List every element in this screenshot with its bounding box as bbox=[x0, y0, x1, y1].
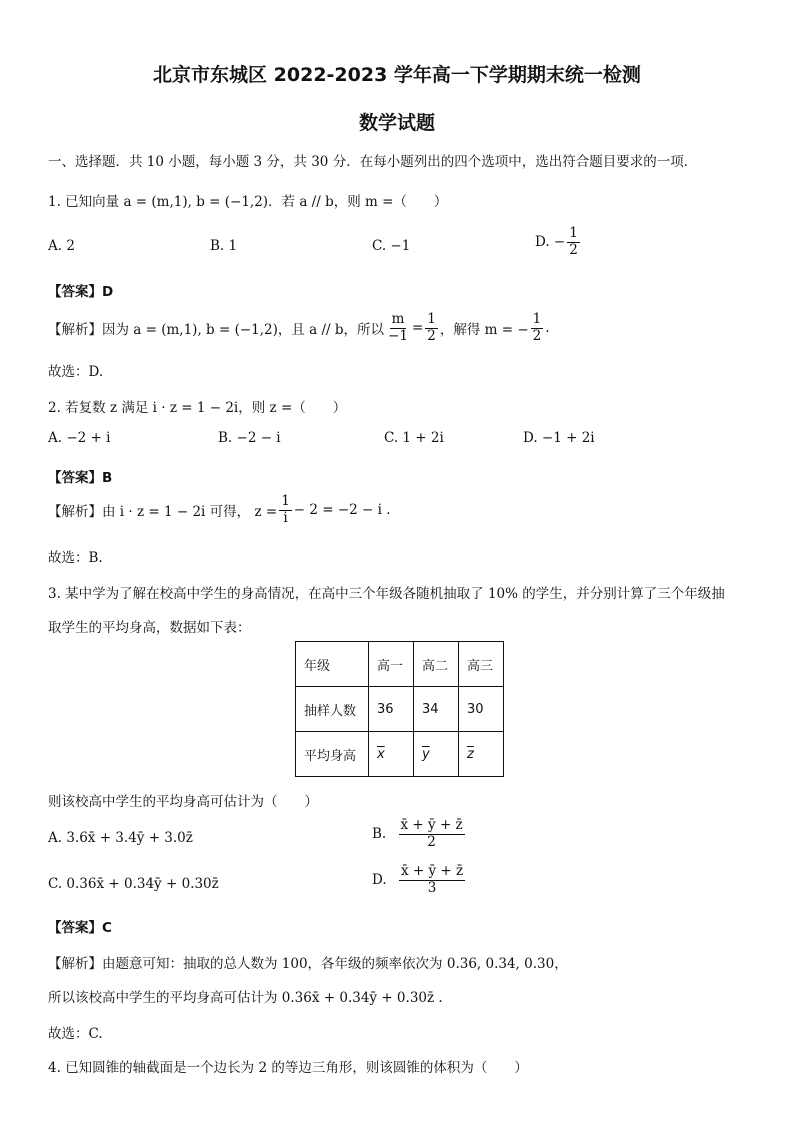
option-fraction bbox=[399, 818, 465, 850]
fraction-denominator: 2 bbox=[427, 833, 436, 850]
fraction-numerator: 1 bbox=[532, 311, 542, 327]
height-table bbox=[295, 641, 504, 777]
q1-stem: 1. 已知向量 a = (m,1), b = (−1,2)．若 a // b，则 m =（ ） bbox=[48, 194, 448, 210]
table-cell: 平均身高 bbox=[296, 732, 369, 777]
fraction-numerator: 1 bbox=[281, 493, 290, 509]
table-cell: $\overline{y}$ bbox=[414, 732, 459, 777]
analysis-equals: = bbox=[411, 320, 424, 337]
analysis-fraction-1 bbox=[386, 312, 410, 344]
fraction-numerator: x̄ + ȳ + z̄ bbox=[400, 863, 464, 879]
q1-option-d-fraction bbox=[567, 226, 580, 258]
fraction-numerator: x̄ + ȳ + z̄ bbox=[400, 817, 463, 833]
analysis-fraction-2 bbox=[425, 312, 438, 344]
table-cell: $\overline{z}$ bbox=[459, 732, 504, 777]
analysis-text: 【解析】因为 a = (m,1), b = (−1,2)，且 a // b，所以 bbox=[48, 322, 385, 339]
page-title: 北京市东城区 2022-2023 学年高一下学期期末统一检测 bbox=[153, 64, 641, 86]
page-subtitle: 数学试题 bbox=[358, 112, 435, 134]
option-label: D. bbox=[372, 872, 387, 889]
table-cell: 抽样人数 bbox=[296, 687, 369, 732]
q1-option-a: A. 2 bbox=[48, 238, 75, 254]
fraction-denominator: 2 bbox=[427, 327, 436, 344]
analysis-fraction bbox=[279, 494, 292, 526]
q3-stem-line-1: 3. 某中学为了解在校高中学生的身高情况，在高中三个年级各随机抽取了 10% 的学生，并分别计算了三个年级抽 bbox=[48, 586, 725, 602]
q2-answer: 【答案】B bbox=[48, 470, 113, 486]
q1-choice: 故选：D. bbox=[48, 364, 104, 380]
q3-option-d bbox=[372, 864, 467, 896]
q3-question: 则该校高中学生的平均身高可估计为（ ） bbox=[48, 794, 318, 810]
table-cell: 年级 bbox=[296, 642, 369, 687]
analysis-end: . bbox=[545, 320, 550, 337]
q2-analysis bbox=[48, 494, 391, 526]
analysis-fraction-3 bbox=[531, 312, 544, 344]
q1-option-d bbox=[535, 226, 582, 258]
fraction-denominator: 2 bbox=[532, 327, 542, 344]
q2-choice: 故选：B. bbox=[48, 550, 103, 566]
q3-stem-line-2: 取学生的平均身高，数据如下表： bbox=[48, 620, 251, 636]
option-label: B. bbox=[372, 826, 387, 843]
q3-option-a: A. 3.6x̄ + 3.4ȳ + 3.0z̄ bbox=[48, 830, 193, 846]
q3-choice: 故选：C. bbox=[48, 1026, 103, 1042]
q1-option-d-prefix: D. − bbox=[535, 234, 566, 251]
q3-option-b bbox=[372, 818, 467, 850]
q1-answer: 【答案】D bbox=[48, 284, 114, 300]
fraction-numerator: 1 bbox=[427, 311, 436, 327]
q3-analysis-line-1: 【解析】由题意可知：抽取的总人数为 100，各年级的频率依次为 0.36, 0.34, 0.30， bbox=[48, 956, 568, 972]
table-cell: 高三 bbox=[459, 642, 504, 687]
section-heading: 一、选择题．共 10 小题，每小题 3 分，共 30 分．在每小题列出的四个选项中，选出符合题目要求的一项． bbox=[48, 154, 698, 170]
fraction-numerator: 1 bbox=[569, 225, 578, 241]
fraction-denominator: 2 bbox=[569, 241, 578, 258]
table-row bbox=[296, 642, 504, 687]
q1-option-b: B. 1 bbox=[210, 238, 238, 254]
table-row bbox=[296, 687, 504, 732]
analysis-text-2: ，解得 m = − bbox=[439, 322, 529, 339]
q2-option-c: C. 1 + 2i bbox=[384, 430, 444, 446]
fraction-numerator: m bbox=[391, 311, 405, 327]
option-fraction bbox=[399, 864, 465, 896]
fraction-denominator: −1 bbox=[388, 327, 408, 344]
q2-stem: 2. 若复数 z 满足 i · z = 1 − 2i，则 z =（ ） bbox=[48, 400, 347, 416]
q2-option-d: D. −1 + 2i bbox=[523, 430, 595, 446]
table-cell: 34 bbox=[414, 687, 459, 732]
table-cell: 36 bbox=[369, 687, 414, 732]
q4-stem: 4. 已知圆锥的轴截面是一个边长为 2 的等边三角形，则该圆锥的体积为（ ） bbox=[48, 1060, 528, 1076]
table-cell: 高二 bbox=[414, 642, 459, 687]
q3-analysis-line-2: 所以该校高中学生的平均身高可估计为 0.36x̄ + 0.34ȳ + 0.30z̄ . bbox=[48, 990, 443, 1006]
q1-option-c: C. −1 bbox=[372, 238, 411, 254]
q3-option-c: C. 0.36x̄ + 0.34ȳ + 0.30z̄ bbox=[48, 876, 219, 892]
table-cell: $\overline{x}$ bbox=[369, 732, 414, 777]
fraction-denominator: i bbox=[283, 509, 288, 526]
table-row bbox=[296, 732, 504, 777]
q2-option-b: B. −2 − i bbox=[218, 430, 281, 446]
q1-analysis bbox=[48, 312, 550, 344]
fraction-denominator: 3 bbox=[427, 879, 437, 896]
q3-answer: 【答案】C bbox=[48, 920, 112, 936]
table-cell: 高一 bbox=[369, 642, 414, 687]
q2-option-a: A. −2 + i bbox=[48, 430, 111, 446]
analysis-text-2: − 2 = −2 − i . bbox=[293, 502, 391, 519]
table-cell: 30 bbox=[459, 687, 504, 732]
analysis-text: 【解析】由 i · z = 1 − 2i 可得， z = bbox=[48, 504, 278, 521]
